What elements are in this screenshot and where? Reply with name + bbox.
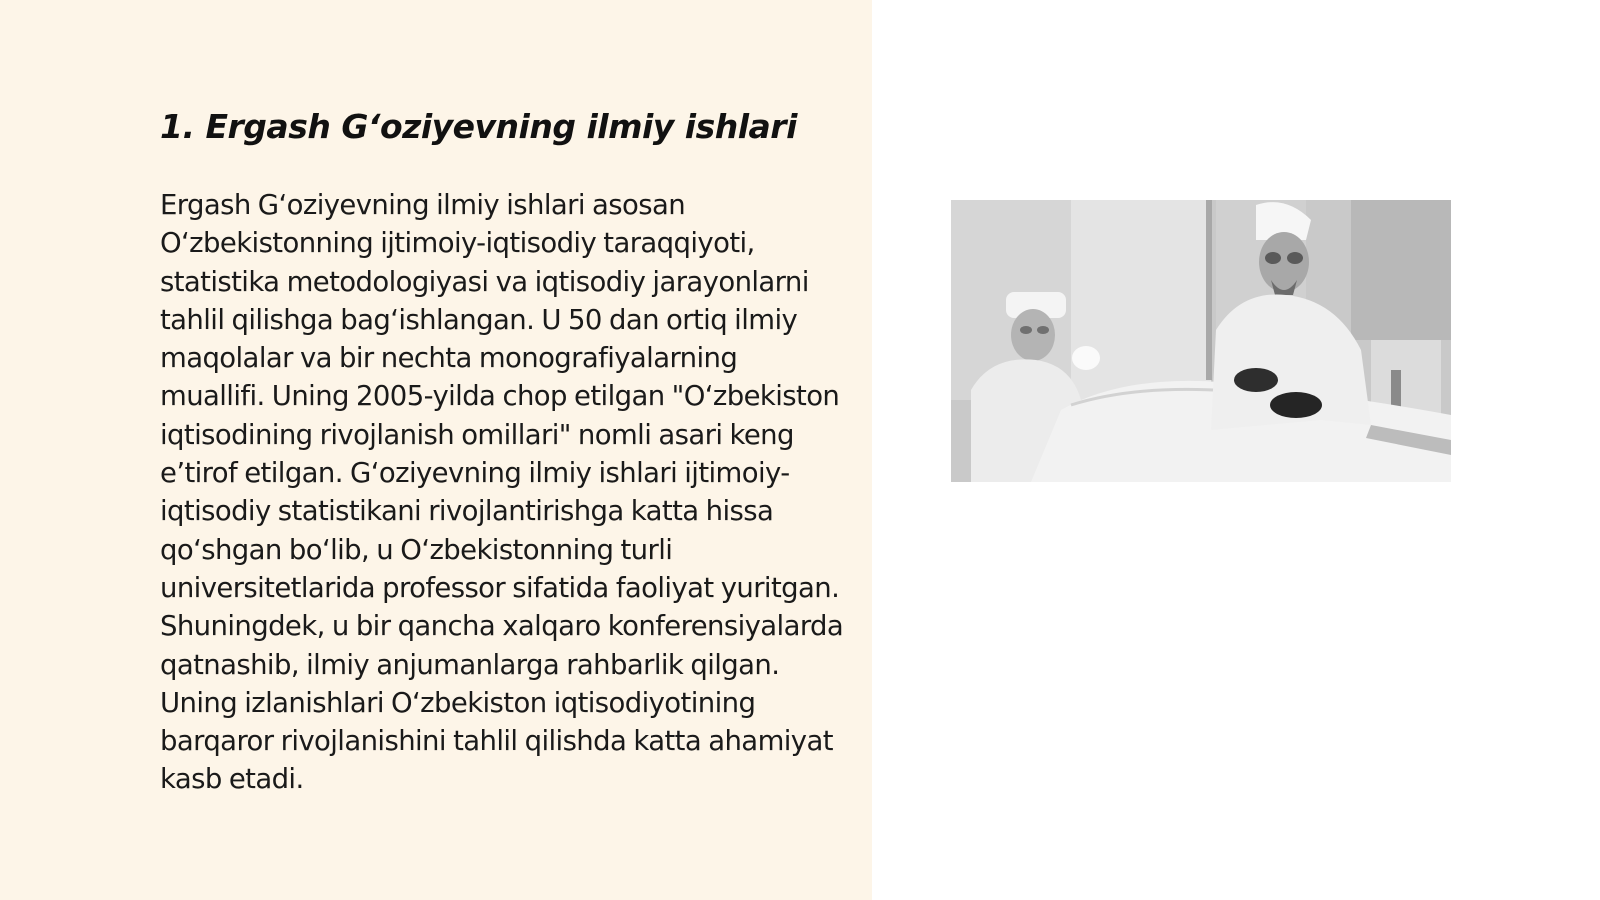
slide-title: 1. Ergash G‘oziyevning ilmiy ishlari (160, 107, 797, 146)
slide-body-text: Ergash G‘oziyevning ilmiy ishlari asosan O‘zbekistonning ijtimoiy-iqtisodiy taraqqiyoti, statistika metodologiyasi va iqtisodiy jarayonlarni tahlil qilishga bag‘ishlangan. U 50 dan ortiq ilmiy maqolalar va bir nechta monografiyalarning muallifi. Uning 2005-yilda chop etilgan "O‘zbekiston iqtisodining rivojlanish omillari" nomli asari keng e’tirof etilgan. G‘oziyevning ilmiy ishlari ijtimoiy-iqtisodiy statistikani rivojlantirishga katta hissa qo‘shgan bo‘lib, u O‘zbekistonning turli universitetlarida professor sifatida faoliyat yuritgan. Shuningdek, u bir qancha xalqaro konferensiyalarda qatnashib, ilmiy anjumanlarga rahbarlik qilgan. Uning izlanishlari O‘zbekiston iqtisodiyotining barqaror rivojlanishini tahlil qilishda katta ahamiyat kasb etadi. (160, 189, 844, 796)
historical-photo (951, 200, 1451, 482)
photo-illustration (951, 200, 1451, 482)
